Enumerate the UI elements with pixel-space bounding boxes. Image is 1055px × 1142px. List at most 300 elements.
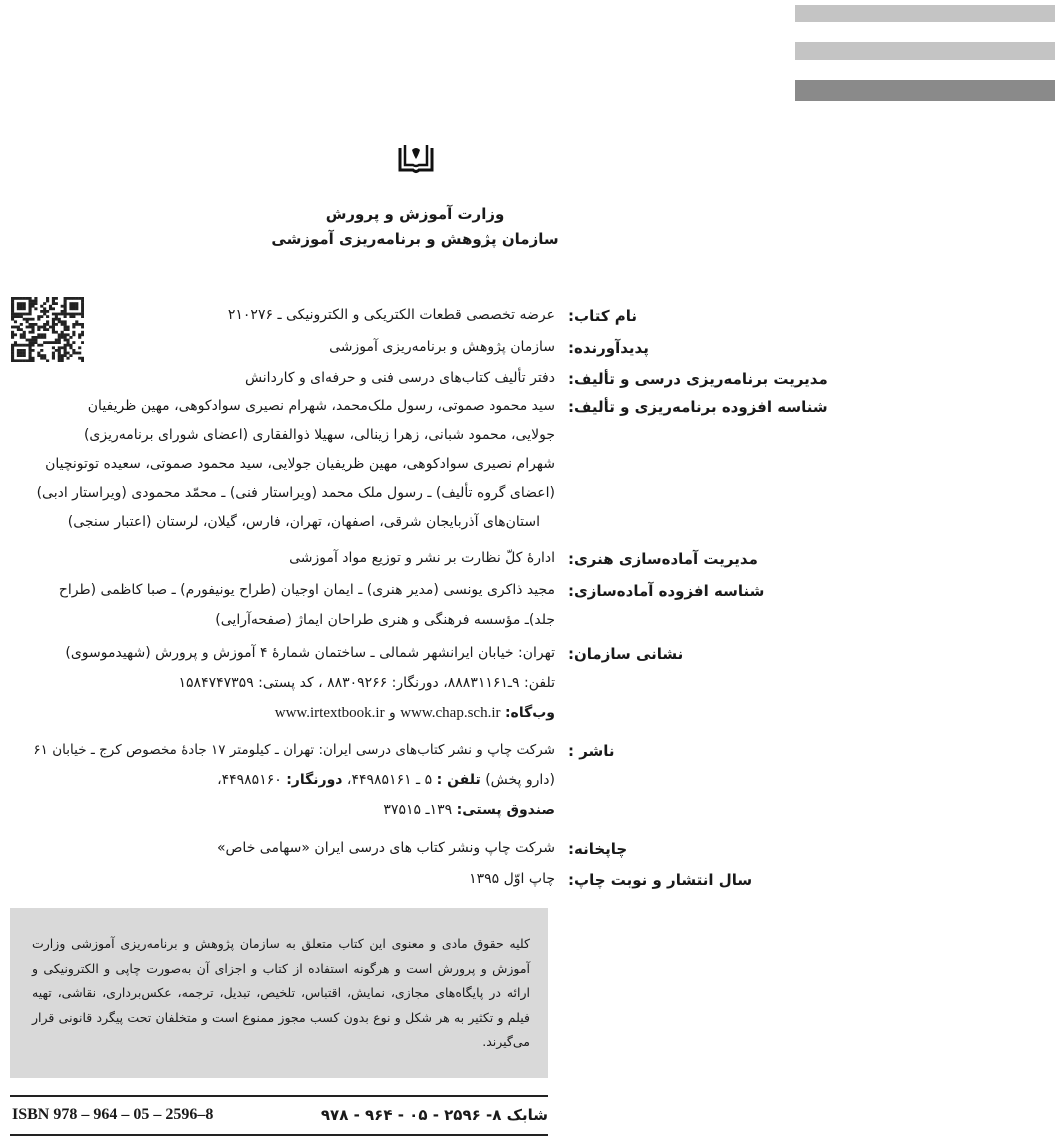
qr-module — [49, 326, 52, 329]
qr-module — [40, 326, 43, 329]
qr-module — [34, 297, 37, 300]
qr-module — [23, 349, 26, 352]
qr-module — [29, 326, 32, 329]
qr-module — [43, 307, 46, 310]
qr-module — [75, 297, 78, 300]
qr-module — [64, 315, 67, 318]
qr-module — [52, 341, 55, 344]
qr-module — [23, 336, 26, 339]
qr-module — [29, 352, 32, 355]
qr-module — [31, 331, 34, 334]
qr-module — [37, 333, 40, 336]
qr-module — [64, 349, 67, 352]
qr-module — [64, 313, 67, 316]
qr-module — [17, 352, 20, 355]
label-creator: پدیدآورنده: — [568, 339, 649, 357]
qr-module — [81, 310, 84, 313]
qr-module — [61, 320, 64, 323]
qr-module — [61, 354, 64, 357]
qr-module — [81, 341, 84, 344]
qr-module — [11, 318, 14, 321]
qr-module — [52, 326, 55, 329]
qr-module — [69, 313, 72, 316]
qr-module — [78, 336, 81, 339]
qr-module — [11, 315, 14, 318]
qr-module — [61, 359, 64, 362]
divider-top — [10, 1095, 548, 1097]
address-contact: تلفن: ۹ـ۸۸۸۳۱۱۶۱، دورنگار: ۸۸۳۰۹۲۶۶ ، کد پستی: ۱۵۸۴۷۴۷۳۵۹ — [178, 675, 555, 691]
qr-module — [31, 336, 34, 339]
qr-module — [20, 328, 23, 331]
divider-bottom — [10, 1134, 548, 1136]
qr-module — [66, 339, 69, 342]
label-art-mgmt: مدیریت آماده‌سازی هنری: — [568, 550, 758, 568]
pobox-line — [383, 802, 555, 818]
qr-module — [66, 333, 69, 336]
qr-module — [23, 344, 26, 347]
qr-module — [11, 352, 14, 355]
qr-module — [20, 352, 23, 355]
qr-module — [81, 359, 84, 362]
qr-module — [23, 333, 26, 336]
label-printer: چاپخانه: — [568, 840, 628, 858]
qr-module — [17, 349, 20, 352]
qr-module — [43, 310, 46, 313]
ministry-title: وزارت آموزش و پرورش — [325, 205, 505, 223]
qr-module — [72, 331, 75, 334]
qr-module — [29, 323, 32, 326]
qr-module — [14, 326, 17, 329]
qr-module — [17, 359, 20, 362]
qr-module — [29, 318, 32, 321]
qr-module — [40, 315, 43, 318]
qr-module — [31, 344, 34, 347]
qr-module — [49, 341, 52, 344]
qr-module — [64, 300, 67, 303]
qr-module — [58, 313, 61, 316]
qr-module — [52, 328, 55, 331]
qr-module — [69, 336, 72, 339]
qr-module — [11, 333, 14, 336]
qr-module — [55, 313, 58, 316]
qr-module — [23, 307, 26, 310]
qr-module — [49, 307, 52, 310]
qr-module — [64, 344, 67, 347]
qr-module — [61, 346, 64, 349]
qr-module — [37, 328, 40, 331]
qr-module — [11, 359, 14, 362]
qr-module — [29, 339, 32, 342]
qr-module — [78, 297, 81, 300]
qr-module — [52, 352, 55, 355]
qr-module — [37, 344, 40, 347]
qr-module — [58, 320, 61, 323]
qr-module — [72, 313, 75, 316]
qr-module — [23, 302, 26, 305]
qr-module — [37, 326, 40, 329]
qr-module — [64, 310, 67, 313]
qr-module — [11, 357, 14, 360]
qr-module — [40, 354, 43, 357]
qr-module — [78, 346, 81, 349]
qr-module — [58, 318, 61, 321]
fax-value: ۴۴۹۸۵۱۶۰، — [217, 772, 282, 788]
qr-module — [72, 307, 75, 310]
qr-module — [29, 331, 32, 334]
qr-module — [37, 354, 40, 357]
authors-line: استان‌های آذربایجان شرقی، اصفهان، تهران، فارس، گیلان، لرستان (اعتبار سنجی) — [67, 514, 540, 530]
qr-module — [64, 297, 67, 300]
qr-module — [55, 318, 58, 321]
qr-module — [46, 310, 49, 313]
qr-module — [17, 354, 20, 357]
qr-module — [52, 354, 55, 357]
label-art-credits: شناسه افزوده آماده‌سازی: — [568, 582, 765, 600]
qr-module — [26, 318, 29, 321]
qr-module — [20, 359, 23, 362]
qr-module — [81, 357, 84, 360]
qr-module — [20, 297, 23, 300]
qr-module — [64, 328, 67, 331]
qr-module — [31, 302, 34, 305]
qr-module — [64, 346, 67, 349]
qr-module — [37, 315, 40, 318]
qr-module — [20, 323, 23, 326]
qr-module — [46, 359, 49, 362]
qr-module — [29, 349, 32, 352]
qr-module — [46, 297, 49, 300]
qr-module — [64, 307, 67, 310]
rights-notice-box — [10, 908, 548, 1078]
qr-module — [20, 344, 23, 347]
qr-module — [34, 341, 37, 344]
pobox-value: ۱۳۹ـ ۳۷۵۱۵ — [383, 802, 453, 818]
qr-module — [75, 305, 78, 308]
qr-module — [14, 297, 17, 300]
qr-module — [52, 300, 55, 303]
qr-module — [14, 315, 17, 318]
qr-module — [26, 326, 29, 329]
qr-module — [23, 352, 26, 355]
qr-module — [69, 302, 72, 305]
qr-module — [66, 341, 69, 344]
qr-module — [64, 305, 67, 308]
organization-title: سازمان پژوهش و برنامه‌ریزی آموزشی — [271, 230, 559, 248]
qr-module — [64, 323, 67, 326]
qr-module — [43, 354, 46, 357]
qr-module — [26, 297, 29, 300]
qr-module — [29, 302, 32, 305]
qr-module — [29, 341, 32, 344]
publisher-dist: (دارو پخش) — [485, 772, 555, 788]
isbn-persian: شابک ۸- ۲۵۹۶ - ۰۵ - ۹۶۴ - ۹۷۸ — [320, 1106, 548, 1124]
qr-module — [26, 359, 29, 362]
authors-line: سید محمود صموتی، رسول ملک‌محمد، شهرام نصیری سوادکوهی، مهین ظریفیان — [87, 398, 555, 414]
pobox-label: صندوق پستی: — [456, 802, 555, 818]
qr-module — [72, 326, 75, 329]
qr-module — [61, 313, 64, 316]
website-label: وب‌گاه: — [504, 705, 555, 721]
value-art-mgmt: ادارهٔ کلّ نظارت بر نشر و توزیع مواد آموزشی — [289, 550, 555, 566]
qr-module — [46, 320, 49, 323]
qr-module — [49, 305, 52, 308]
qr-module — [81, 333, 84, 336]
qr-module — [11, 336, 14, 339]
qr-module — [23, 318, 26, 321]
qr-module — [23, 359, 26, 362]
qr-module — [72, 323, 75, 326]
qr-module — [66, 326, 69, 329]
qr-module — [31, 339, 34, 342]
qr-module — [26, 320, 29, 323]
qr-module — [11, 331, 14, 334]
qr-module — [31, 323, 34, 326]
qr-module — [34, 302, 37, 305]
qr-module — [31, 305, 34, 308]
qr-module — [46, 300, 49, 303]
qr-module — [31, 341, 34, 344]
qr-module — [52, 346, 55, 349]
qr-module — [29, 359, 32, 362]
qr-module — [43, 328, 46, 331]
qr-module — [52, 307, 55, 310]
qr-module — [14, 320, 17, 323]
qr-module — [81, 315, 84, 318]
qr-module — [78, 357, 81, 360]
qr-module — [14, 341, 17, 344]
qr-module — [11, 326, 14, 329]
qr-module — [23, 297, 26, 300]
qr-module — [46, 341, 49, 344]
qr-module — [14, 313, 17, 316]
qr-module — [58, 336, 61, 339]
qr-module — [20, 354, 23, 357]
qr-module — [29, 354, 32, 357]
qr-module — [40, 349, 43, 352]
qr-module — [58, 359, 61, 362]
qr-module — [69, 315, 72, 318]
decor-bar-2 — [795, 42, 1055, 60]
qr-module — [64, 320, 67, 323]
qr-module — [29, 357, 32, 360]
qr-module — [31, 300, 34, 303]
qr-module — [40, 357, 43, 360]
website-link-1[interactable]: www.chap.sch.ir — [400, 705, 501, 721]
qr-module — [26, 344, 29, 347]
qr-module — [43, 333, 46, 336]
authors-line: (اعضای گروه تألیف) ـ رسول ملک محمد (ویراستار فنی) ـ محمّد محمودی (ویراستار ادبی) — [36, 485, 555, 501]
qr-module — [52, 331, 55, 334]
qr-module — [46, 328, 49, 331]
qr-module — [58, 341, 61, 344]
qr-module — [17, 305, 20, 308]
qr-module — [11, 354, 14, 357]
qr-module — [17, 315, 20, 318]
qr-module — [40, 344, 43, 347]
qr-module — [17, 328, 20, 331]
qr-module — [72, 305, 75, 308]
value-edition: چاپ اوّل ۱۳۹۵ — [469, 871, 555, 887]
qr-module — [11, 300, 14, 303]
qr-module — [11, 297, 14, 300]
qr-module — [34, 336, 37, 339]
qr-module — [69, 307, 72, 310]
qr-module — [61, 323, 64, 326]
qr-module — [69, 344, 72, 347]
qr-module — [78, 323, 81, 326]
value-curriculum-mgmt: دفتر تألیف کتاب‌های درسی فنی و حرفه‌ای و کاردانش — [244, 370, 555, 386]
qr-module — [55, 331, 58, 334]
qr-module — [78, 352, 81, 355]
qr-module — [37, 318, 40, 321]
qr-code — [11, 297, 84, 362]
qr-module — [72, 341, 75, 344]
website-line — [275, 705, 555, 722]
qr-module — [43, 357, 46, 360]
qr-module — [34, 323, 37, 326]
qr-module — [40, 310, 43, 313]
qr-module — [52, 297, 55, 300]
qr-module — [29, 300, 32, 303]
qr-module — [14, 359, 17, 362]
art-credits-line: جلد)ـ مؤسسه فرهنگی و هنری طراحان ایماژ (صفحه‌آرایی) — [215, 612, 555, 628]
qr-module — [23, 354, 26, 357]
qr-module — [17, 344, 20, 347]
qr-module — [52, 357, 55, 360]
qr-module — [17, 326, 20, 329]
qr-module — [43, 341, 46, 344]
qr-module — [61, 336, 64, 339]
qr-module — [61, 310, 64, 313]
qr-module — [40, 333, 43, 336]
qr-module — [46, 323, 49, 326]
qr-module — [43, 326, 46, 329]
qr-module — [58, 333, 61, 336]
decor-bar-1 — [795, 5, 1055, 22]
qr-module — [40, 305, 43, 308]
qr-module — [20, 336, 23, 339]
qr-module — [37, 352, 40, 355]
qr-module — [64, 352, 67, 355]
qr-module — [55, 323, 58, 326]
website-and: و — [389, 705, 396, 721]
qr-module — [81, 305, 84, 308]
qr-module — [75, 307, 78, 310]
fax-label: دورنگار: — [286, 772, 343, 788]
label-publisher: ناشر : — [568, 742, 615, 760]
qr-module — [29, 313, 32, 316]
isbn-latin: ISBN 978 – 964 – 05 – 2596–8 — [12, 1106, 214, 1123]
qr-module — [64, 339, 67, 342]
qr-module — [23, 331, 26, 334]
qr-module — [31, 357, 34, 360]
qr-module — [55, 349, 58, 352]
label-edition: سال انتشار و نوبت چاپ: — [568, 871, 753, 889]
qr-module — [20, 333, 23, 336]
qr-module — [75, 313, 78, 316]
qr-module — [52, 313, 55, 316]
qr-module — [43, 302, 46, 305]
qr-module — [81, 300, 84, 303]
qr-module — [66, 344, 69, 347]
value-creator: سازمان پژوهش و برنامه‌ریزی آموزشی — [329, 339, 555, 355]
qr-module — [26, 339, 29, 342]
phone-value: ۵ ـ ۴۴۹۸۵۱۶۱، — [346, 772, 433, 788]
qr-module — [81, 297, 84, 300]
qr-module — [72, 302, 75, 305]
qr-module — [61, 357, 64, 360]
qr-module — [52, 320, 55, 323]
qr-module — [52, 318, 55, 321]
qr-module — [43, 313, 46, 316]
label-book-name: نام کتاب: — [568, 307, 638, 325]
qr-module — [58, 354, 61, 357]
decor-bar-3 — [795, 80, 1055, 101]
qr-module — [43, 323, 46, 326]
qr-module — [20, 349, 23, 352]
qr-module — [75, 320, 78, 323]
website-link-2[interactable]: www.irtextbook.ir — [274, 705, 385, 721]
qr-module — [11, 302, 14, 305]
qr-module — [58, 352, 61, 355]
qr-module — [64, 302, 67, 305]
qr-module — [55, 341, 58, 344]
ministry-logo-icon — [398, 142, 434, 176]
qr-module — [17, 297, 20, 300]
qr-module — [55, 302, 58, 305]
qr-module — [43, 336, 46, 339]
qr-module — [81, 307, 84, 310]
qr-module — [61, 331, 64, 334]
qr-module — [31, 328, 34, 331]
qr-module — [55, 297, 58, 300]
qr-module — [64, 336, 67, 339]
qr-module — [52, 323, 55, 326]
qr-module — [72, 349, 75, 352]
qr-module — [14, 344, 17, 347]
publisher-line: شرکت چاپ و نشر کتاب‌های درسی ایران: تهران ـ کیلومتر ۱۷ جادهٔ مخصوص کرج ـ خیابان ۶۱ — [33, 742, 555, 758]
qr-module — [66, 352, 69, 355]
qr-module — [81, 331, 84, 334]
qr-module — [17, 302, 20, 305]
qr-module — [66, 328, 69, 331]
qr-module — [11, 310, 14, 313]
qr-module — [55, 315, 58, 318]
qr-module — [75, 323, 78, 326]
art-credits-line: مجید ذاکری یونسی (مدیر هنری) ـ ایمان اوجیان (طراح یونیفورم) ـ صبا کاظمی (طراح — [58, 582, 555, 598]
publisher-contact — [217, 772, 555, 788]
qr-module — [34, 307, 37, 310]
qr-module — [14, 333, 17, 336]
qr-module — [72, 297, 75, 300]
qr-module — [52, 302, 55, 305]
value-book-name: عرضه تخصصی قطعات الکتریکی و الکترونیکی ـ ۲۱۰۲۷۶ — [227, 307, 555, 323]
qr-module — [31, 326, 34, 329]
qr-module — [11, 349, 14, 352]
qr-module — [20, 313, 23, 316]
authors-line: جولایی، محمود شبانی، زهرا زینالی، سهیلا ذوالفقاری (اعضای شورای برنامه‌ریزی) — [83, 427, 555, 443]
qr-module — [29, 297, 32, 300]
qr-module — [75, 352, 78, 355]
qr-module — [61, 305, 64, 308]
qr-module — [11, 305, 14, 308]
value-printer: شرکت چاپ ونشر کتاب های درسی ایران «سهامی خاص» — [216, 840, 555, 856]
qr-module — [81, 326, 84, 329]
qr-module — [66, 357, 69, 360]
qr-module — [66, 313, 69, 316]
qr-module — [69, 297, 72, 300]
qr-module — [64, 354, 67, 357]
